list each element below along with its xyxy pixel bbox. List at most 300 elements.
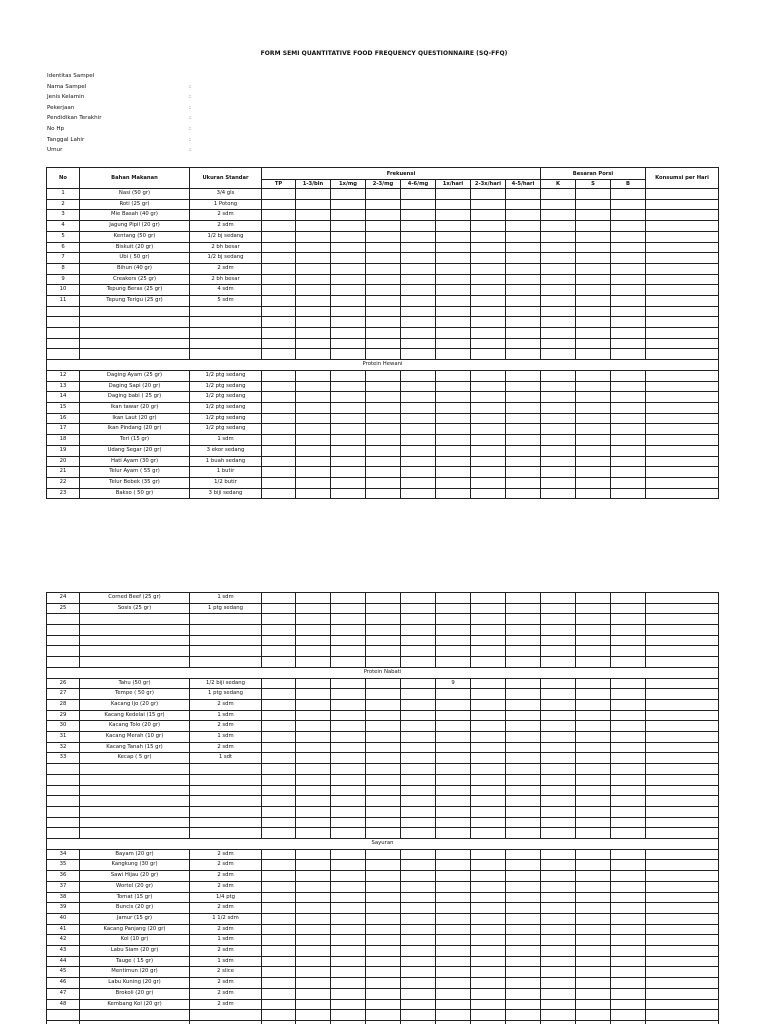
frequency-cell[interactable] (401, 435, 436, 446)
portion-cell[interactable] (576, 689, 611, 700)
frequency-cell[interactable] (506, 764, 541, 775)
frequency-cell[interactable] (296, 903, 331, 914)
frequency-cell[interactable] (331, 1020, 366, 1024)
frequency-cell[interactable] (262, 488, 296, 499)
portion-cell[interactable] (611, 370, 646, 381)
portion-cell[interactable] (541, 381, 576, 392)
frequency-cell[interactable] (471, 828, 506, 839)
portion-cell[interactable] (611, 445, 646, 456)
portion-cell[interactable] (541, 849, 576, 860)
frequency-cell[interactable] (436, 306, 471, 317)
frequency-cell[interactable] (471, 467, 506, 478)
frequency-cell[interactable] (506, 1010, 541, 1021)
portion-cell[interactable] (576, 435, 611, 446)
frequency-cell[interactable] (471, 274, 506, 285)
portion-cell[interactable] (541, 349, 576, 360)
portion-cell[interactable] (576, 988, 611, 999)
portion-cell[interactable] (541, 199, 576, 210)
portion-cell[interactable] (576, 1010, 611, 1021)
portion-cell[interactable] (611, 210, 646, 221)
frequency-cell[interactable] (436, 338, 471, 349)
frequency-cell[interactable] (401, 338, 436, 349)
frequency-cell[interactable] (401, 189, 436, 200)
frequency-cell[interactable] (366, 435, 401, 446)
portion-cell[interactable] (576, 456, 611, 467)
portion-cell[interactable] (611, 456, 646, 467)
frequency-cell[interactable] (296, 274, 331, 285)
frequency-cell[interactable] (436, 467, 471, 478)
frequency-cell[interactable] (506, 817, 541, 828)
frequency-cell[interactable] (262, 467, 296, 478)
frequency-cell[interactable] (436, 488, 471, 499)
portion-cell[interactable] (611, 1020, 646, 1024)
portion-cell[interactable] (576, 413, 611, 424)
daily-consumption-cell[interactable] (646, 978, 719, 989)
frequency-cell[interactable] (331, 967, 366, 978)
portion-cell[interactable] (576, 424, 611, 435)
frequency-cell[interactable] (331, 328, 366, 339)
frequency-cell[interactable] (471, 625, 506, 636)
frequency-cell[interactable] (262, 338, 296, 349)
frequency-cell[interactable] (436, 614, 471, 625)
frequency-cell[interactable] (296, 488, 331, 499)
frequency-cell[interactable] (401, 477, 436, 488)
frequency-cell[interactable] (506, 338, 541, 349)
portion-cell[interactable] (576, 978, 611, 989)
frequency-cell[interactable] (471, 913, 506, 924)
daily-consumption-cell[interactable] (646, 710, 719, 721)
frequency-cell[interactable] (296, 317, 331, 328)
frequency-cell[interactable] (436, 956, 471, 967)
frequency-cell[interactable] (296, 806, 331, 817)
portion-cell[interactable] (541, 435, 576, 446)
frequency-cell[interactable] (331, 614, 366, 625)
frequency-cell[interactable] (436, 210, 471, 221)
frequency-cell[interactable] (506, 189, 541, 200)
portion-cell[interactable] (541, 764, 576, 775)
daily-consumption-cell[interactable] (646, 871, 719, 882)
portion-cell[interactable] (576, 445, 611, 456)
frequency-cell[interactable] (436, 881, 471, 892)
portion-cell[interactable] (541, 370, 576, 381)
frequency-cell[interactable] (471, 285, 506, 296)
frequency-cell[interactable] (296, 710, 331, 721)
portion-cell[interactable] (576, 774, 611, 785)
frequency-cell[interactable] (436, 402, 471, 413)
frequency-cell[interactable] (506, 370, 541, 381)
portion-cell[interactable] (576, 860, 611, 871)
portion-cell[interactable] (541, 721, 576, 732)
portion-cell[interactable] (611, 924, 646, 935)
frequency-cell[interactable] (296, 456, 331, 467)
frequency-cell[interactable] (331, 678, 366, 689)
daily-consumption-cell[interactable] (646, 253, 719, 264)
frequency-cell[interactable] (506, 402, 541, 413)
frequency-cell[interactable] (366, 742, 401, 753)
portion-cell[interactable] (611, 253, 646, 264)
frequency-cell[interactable] (436, 946, 471, 957)
frequency-cell[interactable] (262, 871, 296, 882)
frequency-cell[interactable] (331, 828, 366, 839)
frequency-cell[interactable] (262, 657, 296, 668)
frequency-cell[interactable] (436, 646, 471, 657)
frequency-cell[interactable] (401, 467, 436, 478)
frequency-cell[interactable] (366, 381, 401, 392)
frequency-cell[interactable] (436, 753, 471, 764)
frequency-cell[interactable] (296, 189, 331, 200)
frequency-cell[interactable] (471, 424, 506, 435)
frequency-cell[interactable] (401, 456, 436, 467)
daily-consumption-cell[interactable] (646, 370, 719, 381)
frequency-cell[interactable] (401, 296, 436, 307)
frequency-cell[interactable] (506, 978, 541, 989)
portion-cell[interactable] (541, 710, 576, 721)
portion-cell[interactable] (541, 253, 576, 264)
frequency-cell[interactable] (366, 657, 401, 668)
portion-cell[interactable] (541, 263, 576, 274)
frequency-cell[interactable] (296, 699, 331, 710)
frequency-cell[interactable] (296, 402, 331, 413)
frequency-cell[interactable] (506, 210, 541, 221)
frequency-cell[interactable] (471, 221, 506, 232)
portion-cell[interactable] (576, 614, 611, 625)
frequency-cell[interactable] (296, 753, 331, 764)
frequency-cell[interactable] (331, 263, 366, 274)
frequency-cell[interactable] (366, 593, 401, 604)
portion-cell[interactable] (541, 946, 576, 957)
portion-cell[interactable] (576, 317, 611, 328)
frequency-cell[interactable] (366, 625, 401, 636)
portion-cell[interactable] (611, 678, 646, 689)
frequency-cell[interactable] (436, 231, 471, 242)
frequency-cell[interactable] (296, 892, 331, 903)
frequency-cell[interactable] (366, 967, 401, 978)
frequency-cell[interactable] (471, 231, 506, 242)
frequency-cell[interactable] (331, 924, 366, 935)
frequency-cell[interactable] (401, 764, 436, 775)
frequency-cell[interactable] (296, 935, 331, 946)
frequency-cell[interactable] (436, 635, 471, 646)
frequency-cell[interactable] (262, 946, 296, 957)
daily-consumption-cell[interactable] (646, 296, 719, 307)
portion-cell[interactable] (611, 635, 646, 646)
frequency-cell[interactable] (401, 349, 436, 360)
frequency-cell[interactable] (401, 924, 436, 935)
portion-cell[interactable] (576, 274, 611, 285)
frequency-cell[interactable] (366, 392, 401, 403)
frequency-cell[interactable] (401, 817, 436, 828)
frequency-cell[interactable] (366, 424, 401, 435)
frequency-cell[interactable] (471, 689, 506, 700)
frequency-cell[interactable] (296, 435, 331, 446)
portion-cell[interactable] (576, 924, 611, 935)
frequency-cell[interactable] (401, 1010, 436, 1021)
frequency-cell[interactable] (471, 381, 506, 392)
frequency-cell[interactable] (506, 796, 541, 807)
frequency-cell[interactable] (262, 635, 296, 646)
portion-cell[interactable] (541, 903, 576, 914)
frequency-cell[interactable] (262, 370, 296, 381)
frequency-cell[interactable] (331, 1010, 366, 1021)
frequency-cell[interactable] (471, 699, 506, 710)
frequency-cell[interactable] (262, 764, 296, 775)
portion-cell[interactable] (611, 978, 646, 989)
frequency-cell[interactable] (296, 635, 331, 646)
frequency-cell[interactable] (296, 392, 331, 403)
frequency-cell[interactable] (262, 732, 296, 743)
portion-cell[interactable] (541, 785, 576, 796)
frequency-cell[interactable] (436, 593, 471, 604)
frequency-cell[interactable] (262, 593, 296, 604)
frequency-cell[interactable] (262, 924, 296, 935)
portion-cell[interactable] (576, 285, 611, 296)
frequency-cell[interactable] (471, 199, 506, 210)
portion-cell[interactable] (541, 593, 576, 604)
frequency-cell[interactable] (436, 1020, 471, 1024)
frequency-cell[interactable] (262, 978, 296, 989)
frequency-cell[interactable] (471, 710, 506, 721)
frequency-cell[interactable] (471, 785, 506, 796)
portion-cell[interactable] (541, 967, 576, 978)
frequency-cell[interactable] (401, 828, 436, 839)
frequency-cell[interactable] (262, 646, 296, 657)
portion-cell[interactable] (611, 721, 646, 732)
portion-cell[interactable] (611, 988, 646, 999)
frequency-cell[interactable] (262, 210, 296, 221)
frequency-cell[interactable] (366, 935, 401, 946)
frequency-cell[interactable] (436, 978, 471, 989)
frequency-cell[interactable] (506, 242, 541, 253)
frequency-cell[interactable] (471, 435, 506, 446)
frequency-cell[interactable] (331, 689, 366, 700)
portion-cell[interactable] (576, 871, 611, 882)
frequency-cell[interactable] (366, 210, 401, 221)
daily-consumption-cell[interactable] (646, 657, 719, 668)
frequency-cell[interactable] (506, 445, 541, 456)
frequency-cell[interactable] (471, 956, 506, 967)
frequency-cell[interactable] (436, 860, 471, 871)
daily-consumption-cell[interactable] (646, 381, 719, 392)
frequency-cell[interactable] (471, 806, 506, 817)
portion-cell[interactable] (576, 828, 611, 839)
frequency-cell[interactable] (506, 924, 541, 935)
daily-consumption-cell[interactable] (646, 625, 719, 636)
portion-cell[interactable] (611, 274, 646, 285)
frequency-cell[interactable] (401, 263, 436, 274)
portion-cell[interactable] (611, 699, 646, 710)
portion-cell[interactable] (611, 785, 646, 796)
daily-consumption-cell[interactable] (646, 199, 719, 210)
frequency-cell[interactable] (331, 231, 366, 242)
frequency-cell[interactable] (296, 370, 331, 381)
portion-cell[interactable] (576, 785, 611, 796)
frequency-cell[interactable] (436, 424, 471, 435)
frequency-cell[interactable] (262, 935, 296, 946)
frequency-cell[interactable] (401, 732, 436, 743)
frequency-cell[interactable] (296, 849, 331, 860)
portion-cell[interactable] (611, 285, 646, 296)
frequency-cell[interactable] (401, 381, 436, 392)
portion-cell[interactable] (541, 871, 576, 882)
daily-consumption-cell[interactable] (646, 646, 719, 657)
portion-cell[interactable] (541, 689, 576, 700)
frequency-cell[interactable] (401, 796, 436, 807)
frequency-cell[interactable] (401, 774, 436, 785)
portion-cell[interactable] (576, 881, 611, 892)
portion-cell[interactable] (576, 732, 611, 743)
frequency-cell[interactable] (262, 892, 296, 903)
frequency-cell[interactable] (331, 764, 366, 775)
frequency-cell[interactable] (366, 764, 401, 775)
frequency-cell[interactable] (401, 199, 436, 210)
frequency-cell[interactable] (331, 306, 366, 317)
frequency-cell[interactable] (262, 435, 296, 446)
portion-cell[interactable] (611, 614, 646, 625)
frequency-cell[interactable] (506, 635, 541, 646)
frequency-cell[interactable] (296, 603, 331, 614)
frequency-cell[interactable] (506, 860, 541, 871)
frequency-cell[interactable] (506, 721, 541, 732)
portion-cell[interactable] (611, 646, 646, 657)
frequency-cell[interactable] (401, 956, 436, 967)
frequency-cell[interactable] (366, 477, 401, 488)
frequency-cell[interactable] (331, 317, 366, 328)
frequency-cell[interactable] (506, 456, 541, 467)
portion-cell[interactable] (611, 603, 646, 614)
frequency-cell[interactable] (366, 456, 401, 467)
frequency-cell[interactable] (331, 710, 366, 721)
frequency-cell[interactable] (296, 424, 331, 435)
frequency-cell[interactable] (296, 871, 331, 882)
daily-consumption-cell[interactable] (646, 593, 719, 604)
frequency-cell[interactable] (262, 402, 296, 413)
frequency-cell[interactable] (296, 956, 331, 967)
portion-cell[interactable] (611, 817, 646, 828)
frequency-cell[interactable] (401, 892, 436, 903)
frequency-cell[interactable] (366, 946, 401, 957)
frequency-cell[interactable] (471, 189, 506, 200)
frequency-cell[interactable] (401, 946, 436, 957)
daily-consumption-cell[interactable] (646, 1020, 719, 1024)
frequency-cell[interactable] (366, 796, 401, 807)
frequency-cell[interactable] (436, 699, 471, 710)
frequency-cell[interactable] (296, 306, 331, 317)
portion-cell[interactable] (541, 1020, 576, 1024)
daily-consumption-cell[interactable] (646, 285, 719, 296)
frequency-cell[interactable] (471, 742, 506, 753)
frequency-cell[interactable] (262, 678, 296, 689)
frequency-cell[interactable] (436, 764, 471, 775)
frequency-cell[interactable] (366, 978, 401, 989)
portion-cell[interactable] (611, 742, 646, 753)
frequency-cell[interactable] (506, 488, 541, 499)
daily-consumption-cell[interactable] (646, 328, 719, 339)
frequency-cell[interactable] (262, 296, 296, 307)
frequency-cell[interactable] (262, 721, 296, 732)
frequency-cell[interactable] (262, 999, 296, 1010)
portion-cell[interactable] (541, 796, 576, 807)
frequency-cell[interactable] (296, 721, 331, 732)
frequency-cell[interactable] (471, 445, 506, 456)
frequency-cell[interactable] (506, 593, 541, 604)
portion-cell[interactable] (611, 946, 646, 957)
frequency-cell[interactable] (506, 689, 541, 700)
daily-consumption-cell[interactable] (646, 189, 719, 200)
frequency-cell[interactable] (262, 625, 296, 636)
portion-cell[interactable] (611, 231, 646, 242)
frequency-cell[interactable] (401, 210, 436, 221)
portion-cell[interactable] (541, 221, 576, 232)
daily-consumption-cell[interactable] (646, 614, 719, 625)
frequency-cell[interactable] (331, 210, 366, 221)
frequency-cell[interactable] (506, 467, 541, 478)
portion-cell[interactable] (576, 903, 611, 914)
frequency-cell[interactable] (401, 710, 436, 721)
frequency-cell[interactable] (436, 381, 471, 392)
frequency-cell[interactable] (506, 1020, 541, 1024)
portion-cell[interactable] (576, 946, 611, 957)
frequency-cell[interactable] (331, 338, 366, 349)
frequency-cell[interactable] (262, 881, 296, 892)
portion-cell[interactable] (576, 892, 611, 903)
frequency-cell[interactable] (262, 285, 296, 296)
portion-cell[interactable] (576, 221, 611, 232)
portion-cell[interactable] (611, 296, 646, 307)
frequency-cell[interactable] (296, 349, 331, 360)
frequency-cell[interactable] (471, 860, 506, 871)
portion-cell[interactable] (541, 467, 576, 478)
frequency-cell[interactable] (366, 231, 401, 242)
frequency-cell[interactable] (471, 402, 506, 413)
frequency-cell[interactable] (296, 946, 331, 957)
frequency-cell[interactable] (296, 263, 331, 274)
frequency-cell[interactable] (366, 263, 401, 274)
frequency-cell[interactable] (401, 445, 436, 456)
daily-consumption-cell[interactable] (646, 678, 719, 689)
frequency-cell[interactable] (296, 328, 331, 339)
frequency-cell[interactable] (506, 231, 541, 242)
frequency-cell[interactable] (262, 699, 296, 710)
frequency-cell[interactable] (296, 678, 331, 689)
portion-cell[interactable] (576, 635, 611, 646)
frequency-cell[interactable] (401, 689, 436, 700)
frequency-cell[interactable] (296, 967, 331, 978)
frequency-cell[interactable] (296, 242, 331, 253)
portion-cell[interactable] (576, 967, 611, 978)
daily-consumption-cell[interactable] (646, 456, 719, 467)
portion-cell[interactable] (541, 753, 576, 764)
portion-cell[interactable] (541, 999, 576, 1010)
frequency-cell[interactable] (401, 392, 436, 403)
portion-cell[interactable] (611, 999, 646, 1010)
frequency-cell[interactable] (471, 881, 506, 892)
frequency-cell[interactable] (331, 646, 366, 657)
frequency-cell[interactable] (436, 817, 471, 828)
frequency-cell[interactable] (401, 699, 436, 710)
frequency-cell[interactable] (296, 785, 331, 796)
frequency-cell[interactable] (471, 317, 506, 328)
frequency-cell[interactable] (366, 221, 401, 232)
daily-consumption-cell[interactable] (646, 338, 719, 349)
frequency-cell[interactable] (296, 625, 331, 636)
frequency-cell[interactable] (331, 445, 366, 456)
frequency-cell[interactable] (262, 1020, 296, 1024)
daily-consumption-cell[interactable] (646, 828, 719, 839)
frequency-cell[interactable] (366, 828, 401, 839)
portion-cell[interactable] (541, 402, 576, 413)
frequency-cell[interactable] (262, 967, 296, 978)
frequency-cell[interactable] (436, 924, 471, 935)
